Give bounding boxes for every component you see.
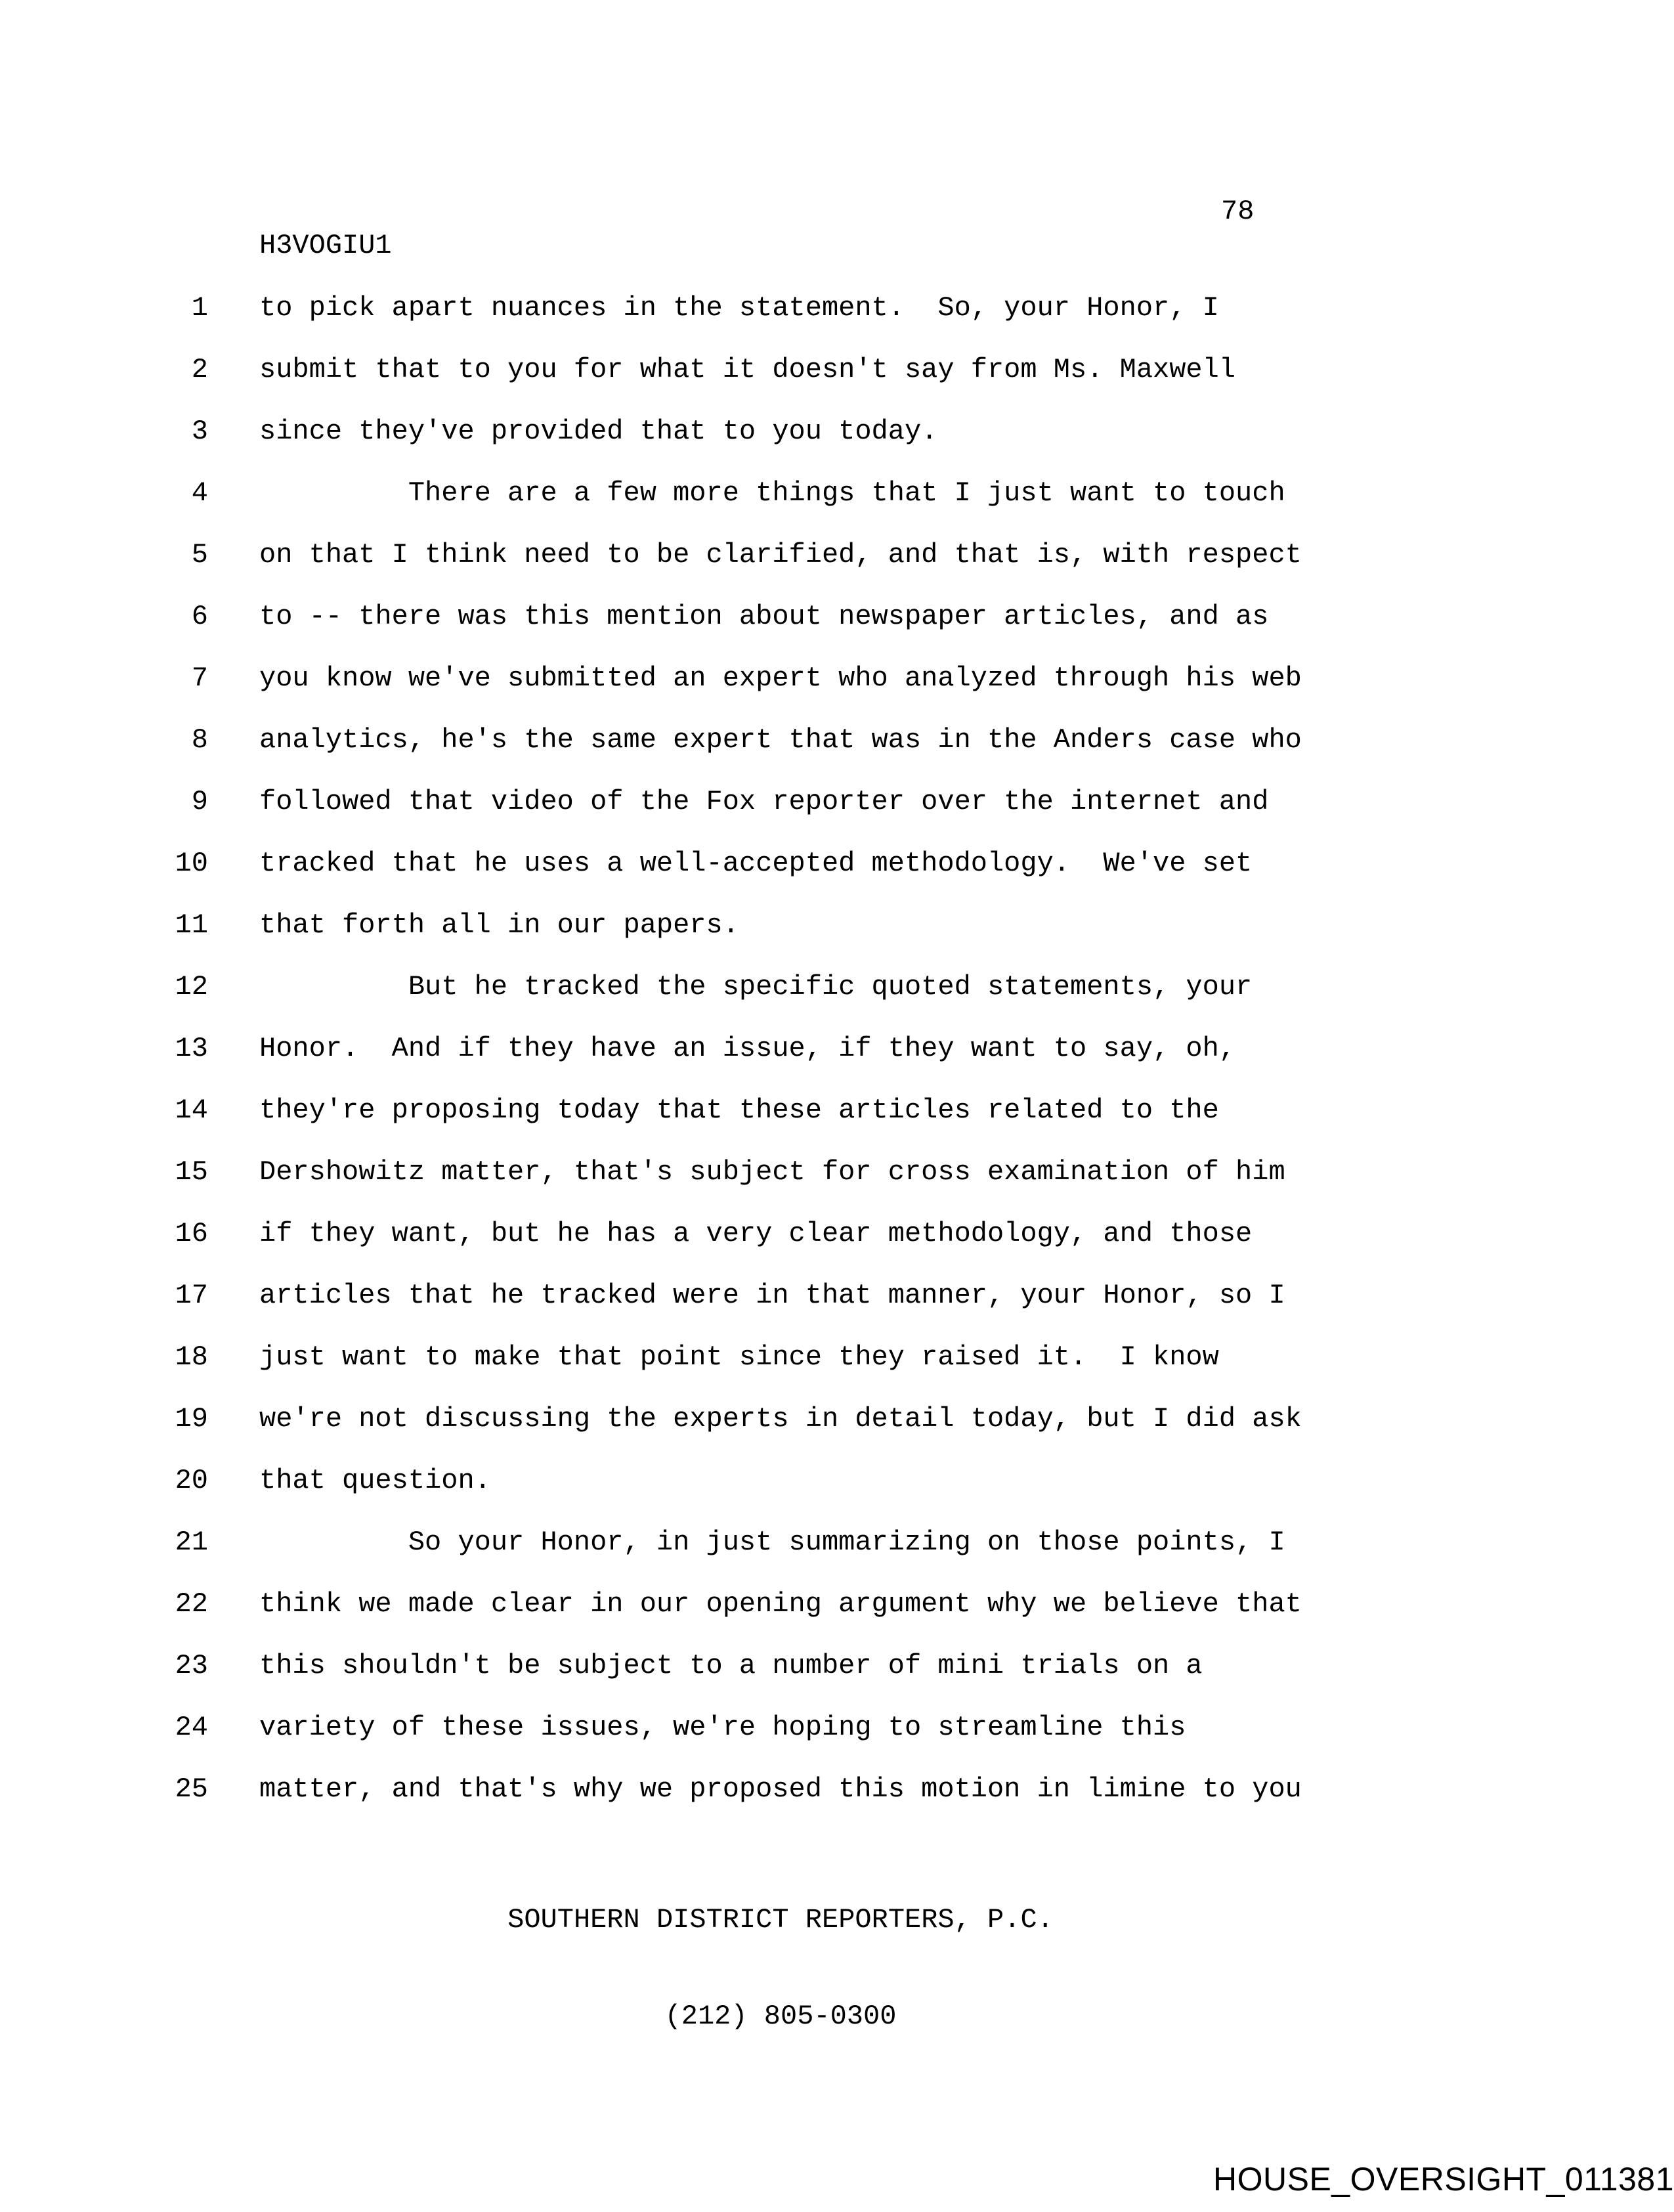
line-text: that forth all in our papers.	[259, 909, 739, 941]
line-number: 22	[175, 1588, 208, 1620]
transcript-line	[0, 1280, 1674, 1341]
line-text: to pick apart nuances in the statement. So, your Honor, I	[259, 292, 1219, 324]
line-number: 16	[175, 1218, 208, 1249]
line-text: think we made clear in our opening argument why we believe that	[259, 1588, 1302, 1620]
transcript-line	[0, 786, 1674, 848]
transcript-line	[0, 1465, 1674, 1527]
line-text: if they want, but he has a very clear methodology, and those	[259, 1218, 1253, 1249]
line-text: matter, and that's why we proposed this motion in limine to you	[259, 1773, 1302, 1805]
line-number: 23	[175, 1650, 208, 1681]
line-number: 19	[175, 1403, 208, 1435]
line-text: we're not discussing the experts in detail today, but I did ask	[259, 1403, 1302, 1435]
line-number: 20	[175, 1465, 208, 1496]
line-number: 12	[175, 971, 208, 1003]
transcript-line	[0, 1650, 1674, 1712]
line-text: tracked that he uses a well-accepted methodology. We've set	[259, 848, 1253, 879]
transcript-line	[0, 909, 1674, 971]
line-text: since they've provided that to you today.	[259, 416, 938, 447]
transcript-line	[0, 1218, 1674, 1280]
transcript-line	[0, 601, 1674, 662]
transcript-line	[0, 1341, 1674, 1403]
line-number: 17	[175, 1280, 208, 1311]
line-text: So your Honor, in just summarizing on those points, I	[259, 1527, 1285, 1558]
transcript-line	[0, 1773, 1674, 1835]
bates-stamp: HOUSE_OVERSIGHT_011381	[1213, 2161, 1674, 2198]
line-number: 14	[175, 1095, 208, 1126]
line-text: But he tracked the specific quoted statements, your	[259, 971, 1253, 1003]
transcript-line	[0, 477, 1674, 539]
line-number: 3	[191, 416, 208, 447]
page-number: 78	[1221, 196, 1255, 227]
reporter-name: SOUTHERN DISTRICT REPORTERS, P.C.	[507, 1904, 1054, 1936]
transcript-line	[0, 1095, 1674, 1156]
line-number: 11	[175, 909, 208, 941]
line-number: 15	[175, 1156, 208, 1188]
line-number: 2	[191, 354, 208, 385]
transcript-line	[0, 848, 1674, 909]
transcript-body	[0, 292, 1674, 1835]
line-number: 7	[191, 662, 208, 694]
transcript-header-id: H3VOGIU1	[259, 230, 392, 261]
transcript-line	[0, 1033, 1674, 1095]
line-text: variety of these issues, we're hoping to streamline this	[259, 1712, 1186, 1743]
transcript-line	[0, 416, 1674, 477]
line-number: 24	[175, 1712, 208, 1743]
transcript-line	[0, 662, 1674, 724]
line-text: submit that to you for what it doesn't say from Ms. Maxwell	[259, 354, 1236, 385]
transcript-line	[0, 1588, 1674, 1650]
line-text: this shouldn't be subject to a number of mini trials on a	[259, 1650, 1203, 1681]
line-text: followed that video of the Fox reporter over the internet and	[259, 786, 1269, 817]
line-text: articles that he tracked were in that manner, your Honor, so I	[259, 1280, 1285, 1311]
transcript-line	[0, 292, 1674, 354]
line-text: just want to make that point since they raised it. I know	[259, 1341, 1219, 1373]
line-number: 1	[191, 292, 208, 324]
line-number: 25	[175, 1773, 208, 1805]
transcript-line	[0, 354, 1674, 416]
line-number: 6	[191, 601, 208, 632]
line-number: 18	[175, 1341, 208, 1373]
line-number: 10	[175, 848, 208, 879]
reporter-phone: (212) 805-0300	[664, 2001, 897, 2032]
line-number: 21	[175, 1527, 208, 1558]
reporter-footer	[259, 1840, 1302, 2097]
line-text: that question.	[259, 1465, 491, 1496]
transcript-line	[0, 539, 1674, 601]
line-number: 8	[191, 724, 208, 756]
line-number: 9	[191, 786, 208, 817]
line-text: you know we've submitted an expert who analyzed through his web	[259, 662, 1302, 694]
transcript-line	[0, 724, 1674, 786]
line-number: 13	[175, 1033, 208, 1064]
transcript-line	[0, 971, 1674, 1033]
transcript-line	[0, 1403, 1674, 1465]
line-text: they're proposing today that these articles related to the	[259, 1095, 1219, 1126]
transcript-line	[0, 1156, 1674, 1218]
line-number: 5	[191, 539, 208, 571]
line-text: on that I think need to be clarified, and that is, with respect	[259, 539, 1302, 571]
line-number: 4	[191, 477, 208, 509]
line-text: analytics, he's the same expert that was in the Anders case who	[259, 724, 1302, 756]
transcript-line	[0, 1712, 1674, 1773]
line-text: Dershowitz matter, that's subject for cross examination of him	[259, 1156, 1285, 1188]
transcript-line	[0, 1527, 1674, 1588]
line-text: Honor. And if they have an issue, if they want to say, oh,	[259, 1033, 1236, 1064]
line-text: to -- there was this mention about newspaper articles, and as	[259, 601, 1269, 632]
line-text: There are a few more things that I just want to touch	[259, 477, 1285, 509]
